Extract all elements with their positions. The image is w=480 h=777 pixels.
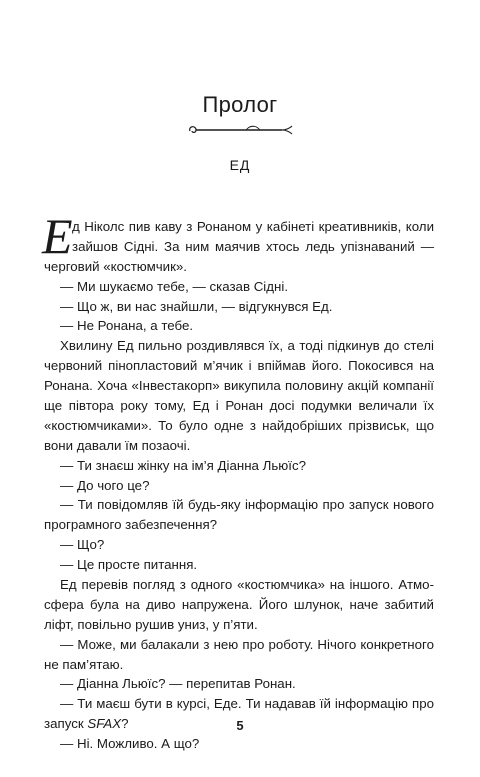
text-line: вони давали їм позаочі. (44, 437, 191, 453)
text-line: програмного забезпечення? (44, 517, 218, 533)
text-line: ще півтора року тому, Ед і Ронан досі подумки величали їх (44, 398, 434, 414)
text-line: д Ніколс пив каву з Ронаном у кабінеті креативників, коли (72, 219, 434, 234)
text-line: Хвилину Ед пильно роздивлявся їх, а тоді підкинув до стелі (60, 338, 434, 354)
text-line: — Не Ронана, а тебе. (60, 318, 194, 334)
text-line: Ронана. Хоча «Інвестакорп» викупила половину акцій компанії (44, 378, 434, 394)
text-line: — Ні. Можливо. А що? (60, 736, 200, 752)
text-line: запуск SFAX? (44, 716, 129, 732)
body-text (42, 208, 434, 754)
text-line: — Діанна Льюїс? — перепитав Ронан. (60, 676, 296, 692)
section-title: ЕД (229, 157, 251, 173)
text-line: «костюмчиками». То було одне з найдобріших прізвиськ, що (44, 417, 434, 433)
page-number: 5 (236, 718, 244, 733)
text-line: — Що ж, ви нас знайшли, — відгукнувся Ед. (60, 298, 333, 314)
text-line: ліфт, повільно рушив униз, у п’яти. (44, 616, 258, 632)
text-line: зайшов Сідні. За ним маячив хтось ледь упізнаваний — (72, 238, 434, 254)
text-line: — До чого це? (60, 477, 150, 493)
text-line: не пам’ятаю. (44, 656, 124, 672)
text-line: — Ти повідомляв їй будь-яку інформацію про запуск нового (60, 497, 434, 513)
text-line: — Ти знаєш жінку на ім’я Діанна Льюїс? (60, 457, 307, 473)
ornament-flourish-icon (186, 122, 296, 138)
text-line: червоний пінопластовий м’ячик і впіймав його. Покосився на (44, 358, 434, 374)
text-line: — Це просте питання. (60, 557, 198, 573)
text-line: сфера була на диво напружена. Його шлунок, наче забитий (44, 596, 434, 612)
dropcap-letter: Е (42, 208, 73, 264)
text-line: Ед перевів погляд з одного «костюмчика» на іншого. Атмо- (60, 577, 434, 593)
chapter-title: Пролог (202, 92, 278, 117)
text-line: — Ти маєш бути в курсі, Еде. Ти надавав їй інформацію про (60, 696, 434, 712)
italic-term: SFAX (87, 716, 122, 732)
text-line: — Що? (60, 537, 105, 553)
text-line: — Може, ми балакали з нею про роботу. Нічого конкретного (60, 636, 434, 652)
text-line: черговий «костюмчик». (44, 258, 188, 274)
text-line: — Ми шукаємо тебе, — сказав Сідні. (60, 278, 289, 294)
